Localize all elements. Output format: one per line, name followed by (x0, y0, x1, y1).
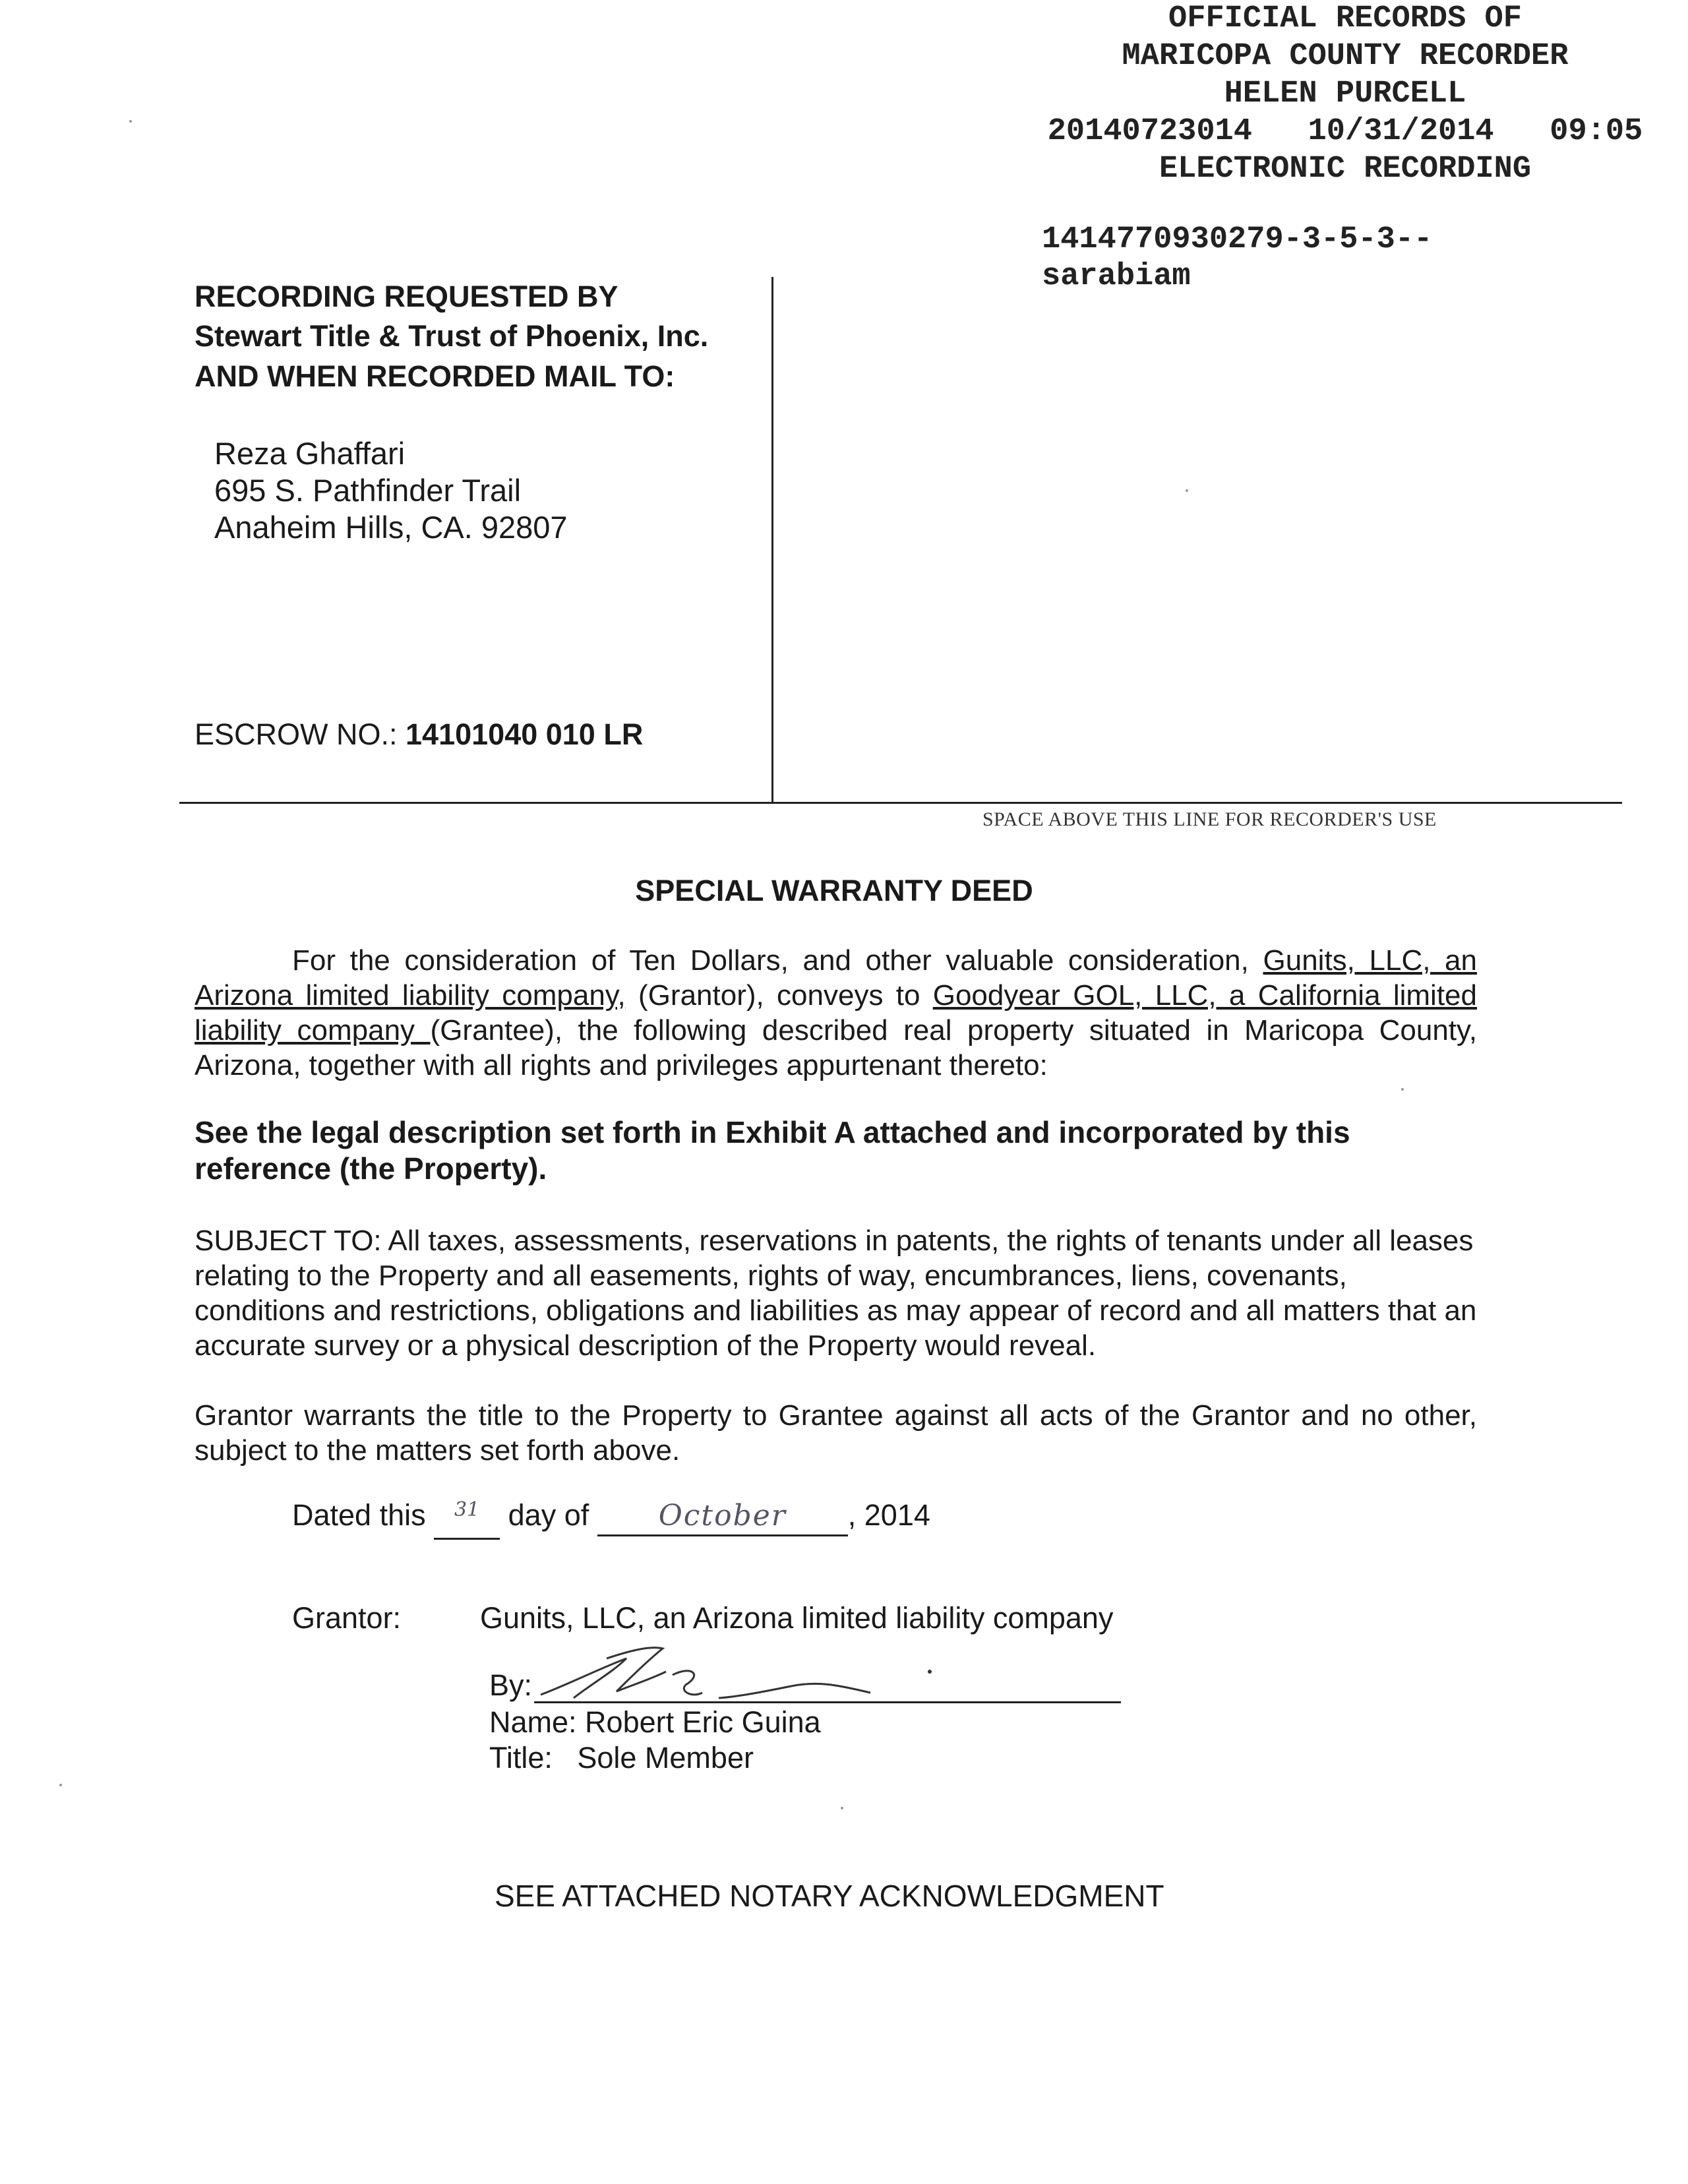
vertical-divider (771, 277, 773, 803)
legal-description: See the legal description set forth in Exhibit A attached and incorporated by this reference (the Property). (195, 1115, 1350, 1186)
mailing-address (214, 435, 568, 546)
recording-number: 20140723014 (1047, 114, 1252, 149)
notary-note: SEE ATTACHED NOTARY ACKNOWLEDGMENT (495, 1879, 1164, 1913)
scan-speck (1401, 1088, 1404, 1091)
subject-to-paragraph: SUBJECT TO: All taxes, assessments, reservations in patents, the rights of tenants under all leases relating to the Property and all easements, rights of way, encumbrances, liens, covenants, conditions and restrictions, obligations and liabilities as may appear of record and all matters that an accurate survey or a physical description of the Property would reveal. (195, 1225, 1477, 1362)
day-blank (434, 1497, 500, 1540)
by-label: By: (489, 1668, 533, 1702)
stamp-line-5: ELECTRONIC RECORDING (1159, 152, 1532, 187)
deed-title: SPECIAL WARRANTY DEED (635, 874, 1033, 907)
escrow-line (195, 717, 643, 752)
escrow-number: 14101040 010 LR (406, 717, 644, 751)
recorder-user: sarabiam (1042, 259, 1191, 294)
scan-speck (59, 1784, 62, 1786)
requested-by-label: RECORDING REQUESTED BY (195, 280, 618, 313)
address-city: Anaheim Hills, CA. 92807 (214, 510, 568, 545)
recorder-line (179, 802, 1622, 804)
requested-by-name: Stewart Title & Trust of Phoenix, Inc. (195, 319, 709, 353)
requested-by-block (195, 277, 708, 356)
document-id: 1414770930279-3-5-3-- (1042, 222, 1433, 257)
document-id-block (1042, 222, 1432, 295)
stamp-line-1: OFFICIAL RECORDS OF (1168, 1, 1522, 36)
dated-day: 31 (454, 1498, 480, 1521)
scan-speck (841, 1807, 843, 1809)
stamp-line-4 (1015, 113, 1675, 150)
escrow-label: ESCROW NO.: (195, 717, 398, 751)
mail-to-label: AND WHEN RECORDED MAIL TO: (195, 359, 675, 393)
p1-end: (Grantee), the following described real property situated in Maricopa County, Arizona, together with all rights and privileges appurtenant thereto: (195, 1014, 1477, 1081)
grantor-name: Gunits, LLC, an Arizona limited liability company (480, 1601, 1114, 1635)
address-street: 695 S. Pathfinder Trail (214, 473, 522, 508)
warranty-paragraph: Grantor warrants the title to the Property to Grantee against all acts of the Grantor and no other, subject to the matters set forth above. (195, 1399, 1477, 1467)
grantor-text: Gunits, LLC, an Arizona limited liability company, (195, 944, 1477, 1012)
p1-mid: (Grantor), conveys to (625, 979, 933, 1012)
recorder-stamp (1015, 0, 1675, 188)
recording-date: 10/31/2014 (1308, 114, 1494, 149)
grantee-text: Goodyear GOL, LLC, a California limited liability company (195, 979, 1477, 1046)
signer-name: Name: Robert Eric Guina (489, 1705, 821, 1739)
dated-year: , 2014 (847, 1498, 930, 1532)
signer-title: Title: Sole Member (489, 1741, 754, 1774)
dated-month: October (658, 1499, 787, 1532)
stamp-line-2: MARICOPA COUNTY RECORDER (1122, 39, 1569, 74)
p1-intro: For the consideration of Ten Dollars, and other valuable consideration, (292, 944, 1263, 977)
stamp-line-3: HELEN PURCELL (1224, 76, 1466, 111)
recording-time: 09:05 (1550, 114, 1643, 149)
grantor-label: Grantor: (292, 1601, 402, 1635)
scan-speck (1186, 489, 1188, 492)
consideration-paragraph (195, 943, 1477, 1083)
recorder-use-note: SPACE ABOVE THIS LINE FOR RECORDER'S USE (982, 808, 1437, 830)
month-blank (597, 1497, 848, 1536)
address-name: Reza Ghaffari (214, 436, 406, 471)
dated-line (292, 1497, 930, 1540)
dated-prefix: Dated this (292, 1498, 426, 1532)
scan-speck (129, 120, 132, 123)
dated-mid: day of (508, 1498, 589, 1532)
